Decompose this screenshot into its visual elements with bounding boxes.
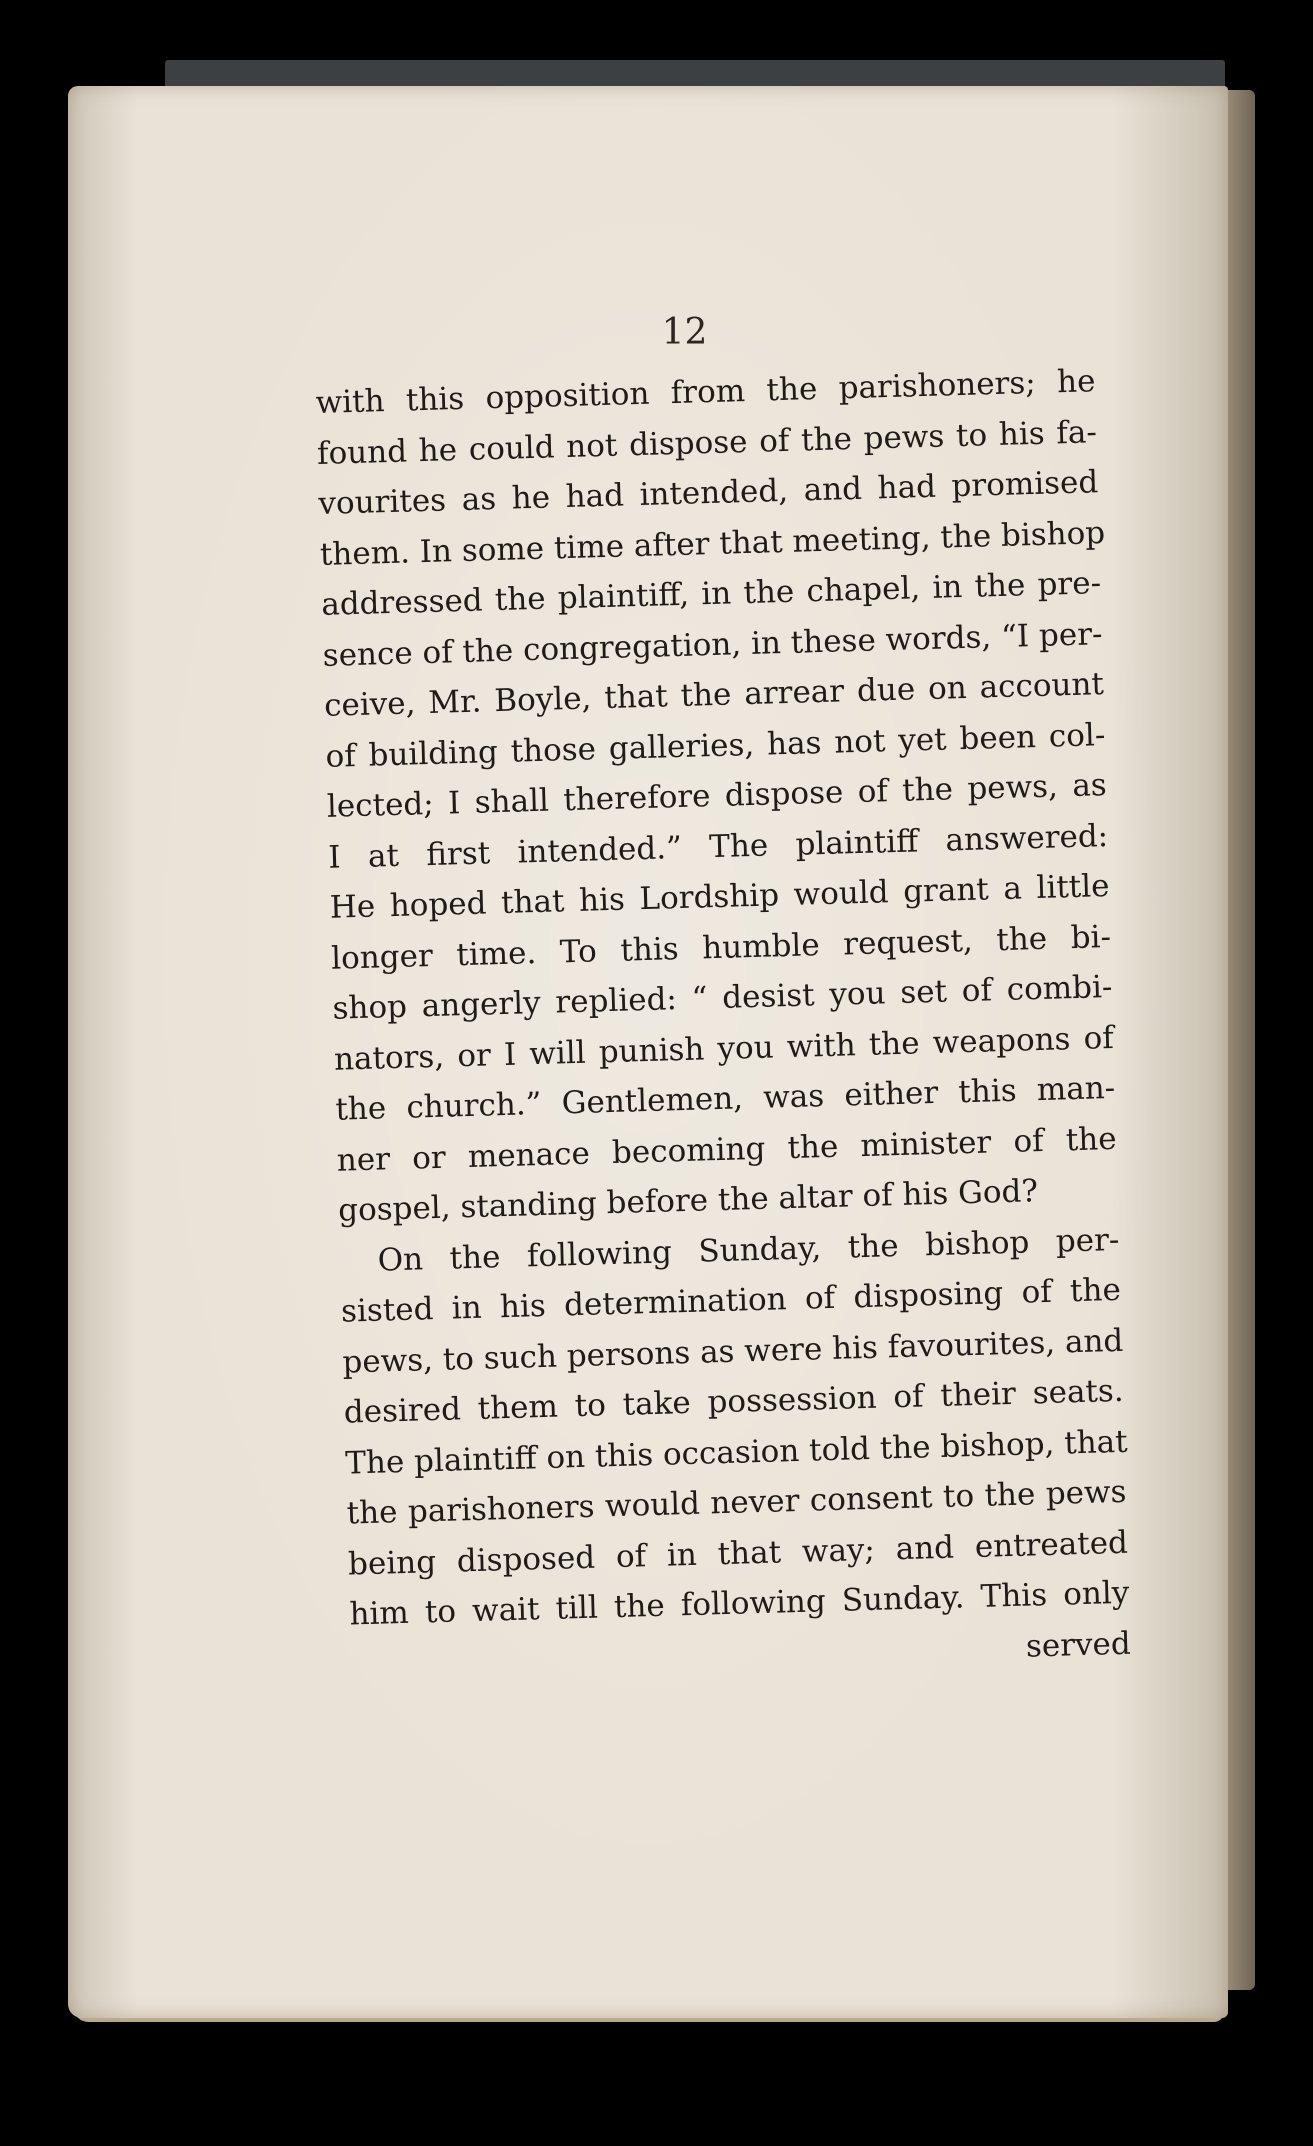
- text-line: lected; I shall therefore dispose of the pews, as: [326, 767, 1108, 825]
- text-line: pews, to such persons as were his favourites, and: [341, 1322, 1124, 1381]
- text-line: sence of the congregation, in these words, “I per-: [322, 615, 1103, 674]
- text-line: He hoped that his Lordship would grant a little: [329, 868, 1110, 926]
- text-line: with this opposition from the parishoners; he: [315, 363, 1096, 421]
- text-line: shop angerly replied: “ desist you set of combi-: [332, 968, 1113, 1027]
- body-text: [315, 356, 1131, 1690]
- text-line: longer time. To this humble request, the bi-: [330, 918, 1112, 977]
- text-line: found he could not dispose of the pews to his fa-: [316, 413, 1098, 472]
- text-line: of building those galleries, has not yet been col-: [325, 716, 1106, 775]
- text-line: desired them to take possession of their seats.: [343, 1372, 1125, 1431]
- text-line: him to wait till the following Sunday. This only: [349, 1574, 1130, 1633]
- text-line: addressed the plaintiff, in the chapel, in the pre-: [320, 565, 1102, 623]
- text-line: nators, or I will punish you with the weapons of: [333, 1019, 1115, 1078]
- text-line: I at first intended.” The plaintiff answered:: [327, 817, 1109, 876]
- page-number: 12: [661, 312, 708, 353]
- text-line: the parishoners would never consent to the pews: [346, 1473, 1127, 1532]
- text-line: gospel, standing before the altar of his God?: [337, 1173, 1039, 1229]
- text-line: the church.” Gentlemen, was either this man-: [334, 1069, 1116, 1128]
- text-line: The plaintiff on this occasion told the bishop, that: [344, 1423, 1129, 1482]
- text-line: sisted in his determination of disposing of the: [340, 1271, 1122, 1330]
- text-line: them. In some time after that meeting, the bishop: [319, 514, 1106, 573]
- catchword: served: [1025, 1625, 1132, 1665]
- text-line: ceive, Mr. Boyle, that the arrear due on account: [323, 666, 1105, 724]
- paragraph-start-line: On the following Sunday, the bishop per-: [377, 1221, 1120, 1279]
- text-line: vourites as he had intended, and had promised: [318, 464, 1099, 522]
- text-line: being disposed of in that way; and entreated: [347, 1524, 1129, 1583]
- text-line: ner or menace becoming the minister of the: [336, 1120, 1118, 1179]
